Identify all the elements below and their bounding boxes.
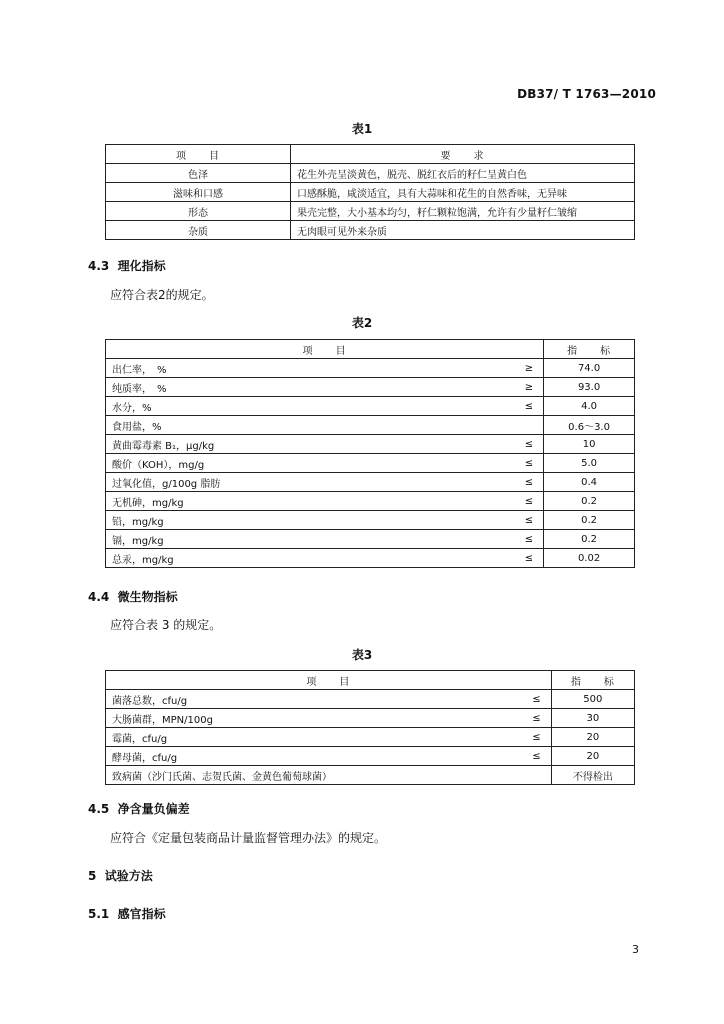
- section-4-4-heading: [88, 588, 178, 605]
- table3-operator: ≤: [508, 747, 551, 766]
- table2-item: 纯质率， %: [106, 378, 469, 397]
- table2-value: 0.2: [544, 530, 635, 549]
- table3-item: 霉菌，cfu/g: [106, 728, 509, 747]
- section-title: 微生物指标: [117, 590, 178, 604]
- table2-item: 无机砷，mg/kg: [106, 492, 469, 511]
- table3-item: 菌落总数，cfu/g: [106, 690, 509, 709]
- table2-value: 0.6～3.0: [544, 416, 635, 435]
- table1-header-requirement: 要 求: [291, 145, 635, 164]
- table2-value: 74.0: [544, 359, 635, 378]
- table2-operator: [469, 416, 544, 435]
- table-row: [106, 397, 635, 416]
- table3-caption: 表3: [351, 648, 373, 662]
- table2-item: 黄曲霉毒素 B₁，μg/kg: [106, 435, 469, 454]
- table2-item: 过氧化值，g/100g 脂肪: [106, 473, 469, 492]
- table2-operator: ≤: [469, 454, 544, 473]
- table1-requirement: 无肉眼可见外来杂质: [291, 221, 635, 240]
- table2-operator: ≥: [469, 359, 544, 378]
- table3-item: 致病菌（沙门氏菌、志贺氏菌、金黄色葡萄球菌）: [106, 766, 509, 785]
- section-title: 理化指标: [117, 259, 166, 273]
- table2-operator: ≤: [469, 492, 544, 511]
- table1-item: 色泽: [106, 164, 291, 183]
- table-row: [106, 221, 635, 240]
- section-4-4-text: 应符合表 3 的规定。: [110, 618, 222, 632]
- table2-item: 镉，mg/kg: [106, 530, 469, 549]
- table1-item: 滋味和口感: [106, 183, 291, 202]
- table3-operator: ≤: [508, 690, 551, 709]
- table-row: [106, 690, 635, 709]
- section-4-3-heading: [88, 257, 166, 274]
- table3-operator: ≤: [508, 709, 551, 728]
- table2-header-row: [106, 340, 635, 359]
- table1-item: 杂质: [106, 221, 291, 240]
- table2-item: 酸价（KOH），mg/g: [106, 454, 469, 473]
- section-4-5-heading: [88, 800, 190, 817]
- table-row: [106, 164, 635, 183]
- section-title: 试验方法: [104, 869, 153, 883]
- table3-value: 500: [551, 690, 634, 709]
- table3-header-row: [106, 671, 635, 690]
- section-number: 4.4: [88, 590, 110, 604]
- table-row: [106, 416, 635, 435]
- table2: [105, 339, 635, 568]
- table1: [105, 144, 635, 240]
- table2-operator: ≥: [469, 378, 544, 397]
- table1-caption: 表1: [351, 122, 373, 136]
- table-row: [106, 492, 635, 511]
- table1-header-item: 项 目: [106, 145, 291, 164]
- table2-operator: ≤: [469, 473, 544, 492]
- section-title: 净含量负偏差: [117, 802, 190, 816]
- table2-value: 5.0: [544, 454, 635, 473]
- table2-item: 出仁率， %: [106, 359, 469, 378]
- table3-value: 20: [551, 728, 634, 747]
- table2-value: 0.02: [544, 549, 635, 568]
- table2-item: 食用盐，%: [106, 416, 469, 435]
- page-number: 3: [632, 943, 639, 956]
- section-number: 5: [88, 869, 97, 883]
- table3-value: 30: [551, 709, 634, 728]
- section-number: 4.5: [88, 802, 110, 816]
- table3-operator: [508, 766, 551, 785]
- section-number: 4.3: [88, 259, 110, 273]
- table3-header-index: 指 标: [551, 671, 634, 690]
- table-row: [106, 709, 635, 728]
- table3-operator: ≤: [508, 728, 551, 747]
- table3-header-item: 项 目: [106, 671, 552, 690]
- table-row: [106, 473, 635, 492]
- table2-caption: 表2: [351, 316, 373, 330]
- table-row: [106, 530, 635, 549]
- table2-item: 水分，%: [106, 397, 469, 416]
- table2-value: 0.2: [544, 511, 635, 530]
- table1-requirement: 口感酥脆，咸淡适宜，具有大蒜味和花生的自然香味，无异味: [291, 183, 635, 202]
- table-row: [106, 511, 635, 530]
- table1-item: 形态: [106, 202, 291, 221]
- table2-operator: ≤: [469, 435, 544, 454]
- table-row: [106, 747, 635, 766]
- table2-value: 4.0: [544, 397, 635, 416]
- section-title: 感官指标: [117, 907, 166, 921]
- table-row: [106, 359, 635, 378]
- table1-header-row: [106, 145, 635, 164]
- table2-operator: ≤: [469, 511, 544, 530]
- section-number: 5.1: [88, 907, 110, 921]
- table-row: [106, 728, 635, 747]
- table-row: [106, 378, 635, 397]
- section-5-1-heading: [88, 905, 166, 922]
- section-4-3-text: 应符合表2的规定。: [110, 288, 214, 302]
- table1-requirement: 花生外壳呈淡黄色，脱壳、脱红衣后的籽仁呈黄白色: [291, 164, 635, 183]
- table-row: [106, 454, 635, 473]
- table2-item: 总汞，mg/kg: [106, 549, 469, 568]
- table2-value: 0.2: [544, 492, 635, 511]
- table-row: [106, 183, 635, 202]
- table2-operator: ≤: [469, 397, 544, 416]
- table3-value: 不得检出: [551, 766, 634, 785]
- table-row: [106, 766, 635, 785]
- table2-item: 铅，mg/kg: [106, 511, 469, 530]
- table2-header-index: 指 标: [544, 340, 635, 359]
- table-row: [106, 435, 635, 454]
- table-row: [106, 202, 635, 221]
- table3-item: 酵母菌，cfu/g: [106, 747, 509, 766]
- table1-requirement: 果壳完整，大小基本均匀，籽仁颗粒饱满，允许有少量籽仁皱缩: [291, 202, 635, 221]
- table2-header-item: 项 目: [106, 340, 544, 359]
- table2-value: 93.0: [544, 378, 635, 397]
- standard-number: DB37/ T 1763—2010: [517, 87, 656, 101]
- table3: [105, 670, 635, 785]
- table3-value: 20: [551, 747, 634, 766]
- table2-value: 10: [544, 435, 635, 454]
- section-5-heading: [88, 867, 153, 884]
- table2-value: 0.4: [544, 473, 635, 492]
- table2-operator: ≤: [469, 549, 544, 568]
- table2-operator: ≤: [469, 530, 544, 549]
- table3-item: 大肠菌群，MPN/100g: [106, 709, 509, 728]
- table-row: [106, 549, 635, 568]
- section-4-5-text: 应符合《定量包装商品计量监督管理办法》的规定。: [110, 831, 387, 845]
